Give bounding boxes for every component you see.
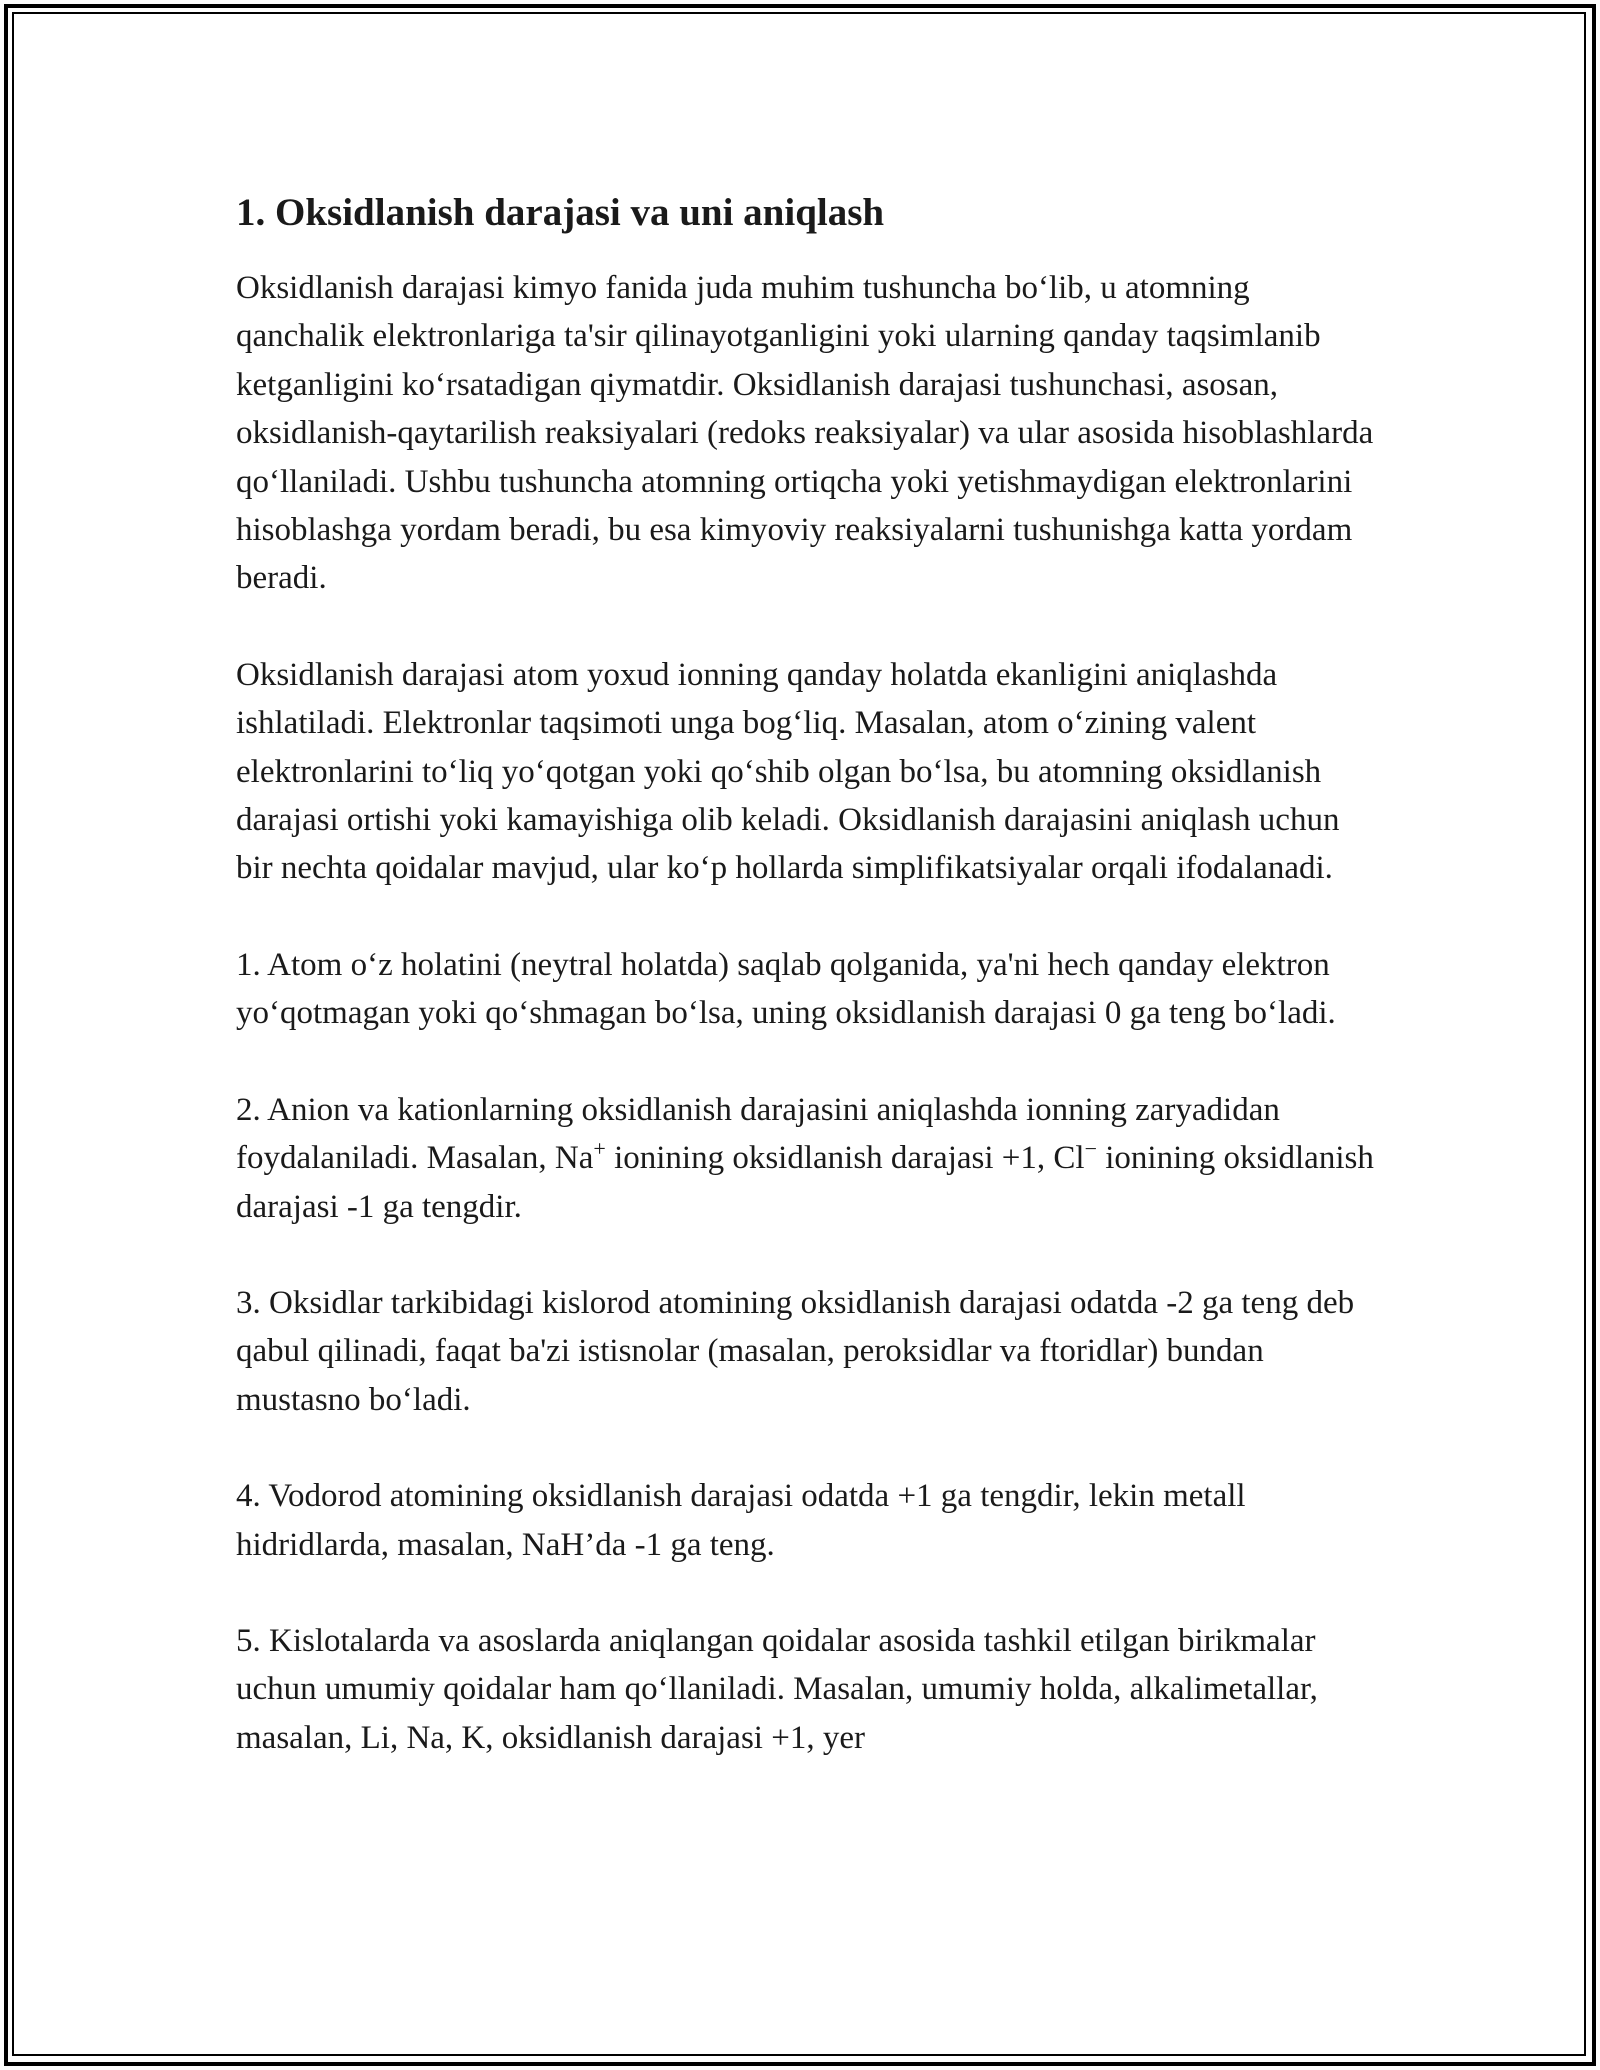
sodium-charge-superscript: + [593, 1136, 606, 1162]
paragraph-intro: Oksidlanish darajasi kimyo fanida juda muhim tushuncha bo‘lib, u atomning qanchalik elektronlariga ta'sir qilinayotganligini yoki ularning qanday taqsimlanib ketganligini ko‘rsatadigan qiymatdir. Oksidlanish darajasi tushunchasi, asosan, oksidlanish-qaytarilish reaksiyalari (redoks reaksiyalar) va ular asosida hisoblashlarda qo‘llaniladi. Ushbu tushuncha atomning ortiqcha yoki yetishmaydigan elektronlarini hisoblashga yordam beradi, bu esa kimyoviy reaksiyalarni tushunishga katta yordam beradi. [236, 270, 1374, 597]
rule-2 [236, 1086, 1376, 1231]
rule-2-text-b: ionining oksidlanish darajasi +1, Cl [605, 1140, 1085, 1177]
rule-2-text-c: ionining oksidlanish darajasi -1 ga tengdir. [236, 1140, 1374, 1225]
chloride-charge-superscript: − [1084, 1136, 1097, 1162]
paragraph-definition: Oksidlanish darajasi atom yoxud ionning qanday holatda ekanligini aniqlashda ishlatiladi. Elektronlar taqsimoti unga bog‘liq. Masalan, atom o‘zining valent elektronlarini to‘liq yo‘qotgan yoki qo‘shib olgan bo‘lsa, bu atomning oksidlanish darajasi ortishi yoki kamayishiga olib keladi. Oksidlanish darajasini aniqlash uchun bir nechta qoidalar mavjud, ular ko‘p hollarda simplifikatsiyalar orqali ifodalanadi. [236, 656, 1340, 887]
document-body [236, 186, 1376, 1810]
rule-2-text-a: 2. Anion va kationlarning oksidlanish darajasini aniqlashda ionning zaryadidan foydalaniladi. Masalan, Na [236, 1091, 1280, 1177]
section-heading: 1. Oksidlanish darajasi va uni aniqlash [236, 191, 885, 234]
rule-1: 1. Atom o‘z holatini (neytral holatda) saqlab qolganida, ya'ni hech qanday elektron yo‘qotmagan yoki qo‘shmagan bo‘lsa, uning oksidlanish darajasi 0 ga teng bo‘ladi. [236, 946, 1336, 1032]
rule-3: 3. Oksidlar tarkibidagi kislorod atomining oksidlanish darajasi odatda -2 ga teng deb qabul qilinadi, faqat ba'zi istisnolar (masalan, peroksidlar va ftoridlar) bundan mustasno bo‘ladi. [236, 1284, 1355, 1418]
rule-5: 5. Kislotalarda va asoslarda aniqlangan qoidalar asosida tashkil etilgan birikmalar uchun umumiy qoidalar ham qo‘llaniladi. Masalan, umumiy holda, alkalimetallar, masalan, Li, Na, K, oksidlanish darajasi +1, yer [236, 1622, 1318, 1756]
rule-4: 4. Vodorod atomining oksidlanish darajasi odatda +1 ga tengdir, lekin metall hidridlarda, masalan, NaH’da -1 ga teng. [236, 1478, 1246, 1563]
